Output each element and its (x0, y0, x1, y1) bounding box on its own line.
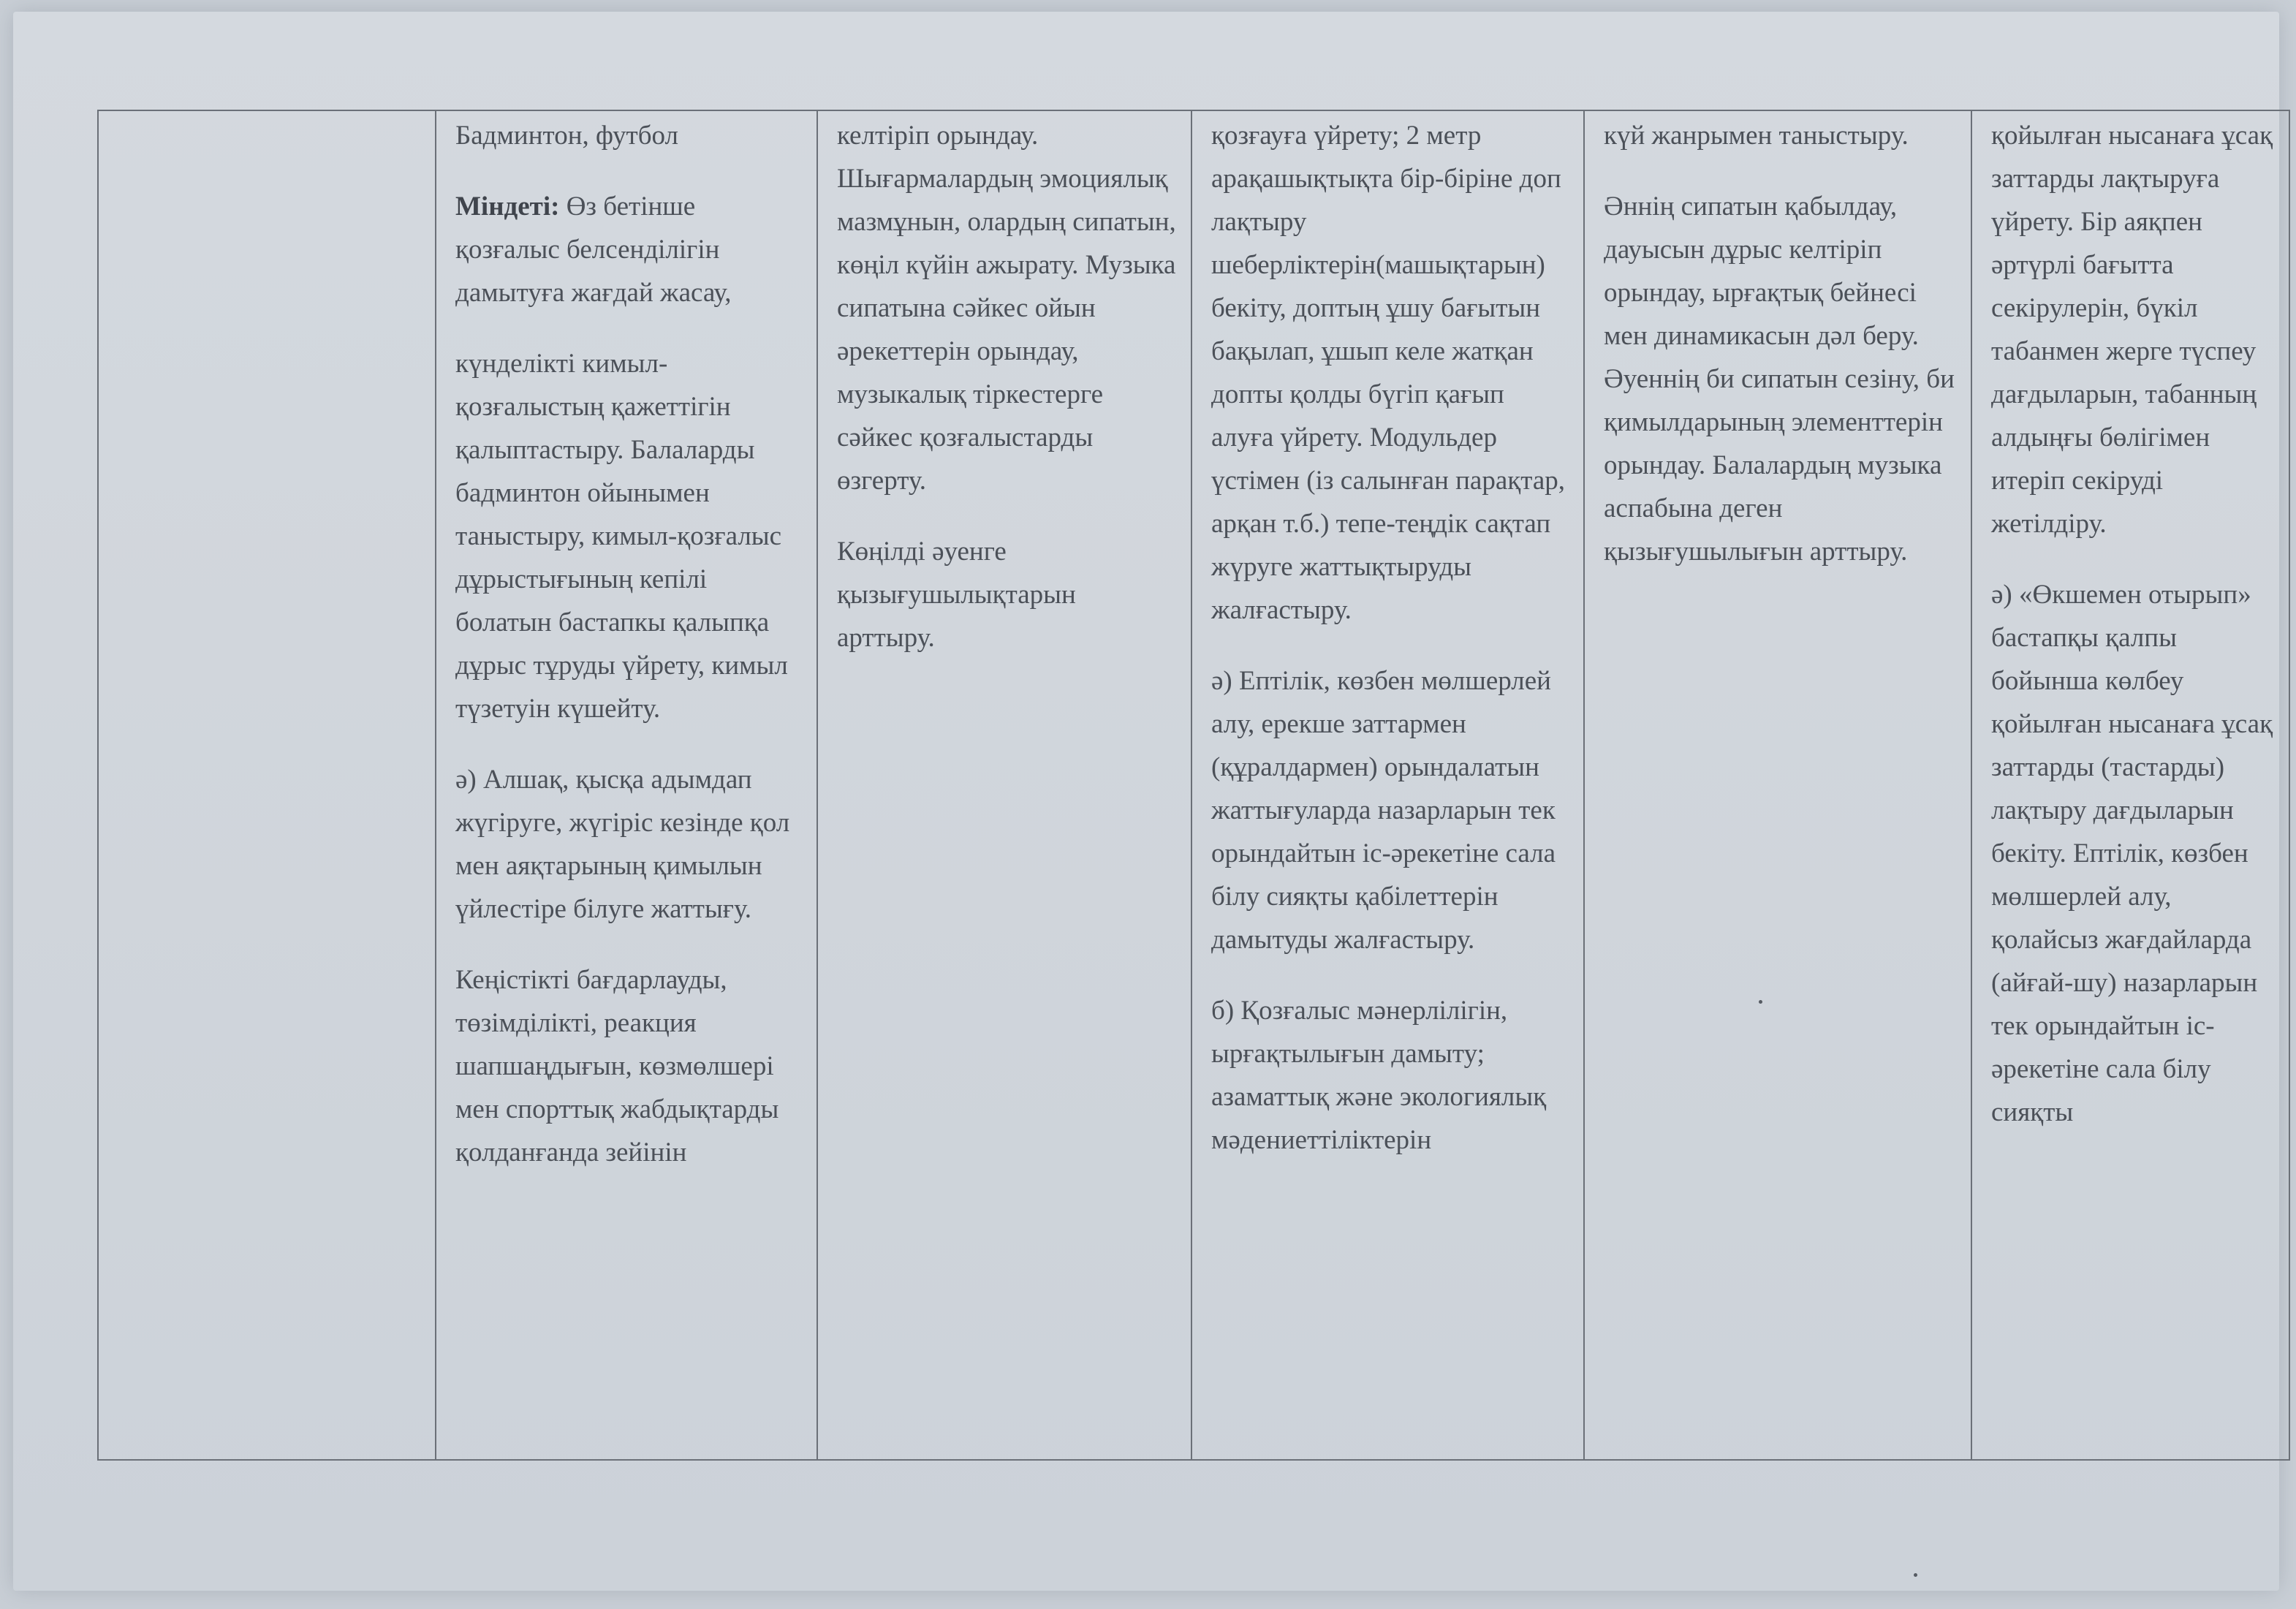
empty-label-cell (98, 110, 436, 1460)
table-row (98, 110, 2289, 1460)
cell-paragraph: қойылған нысанаға ұсақ заттарды лақтыруға үйрету. Бір аяқпен әртүрлі бағытта секірулерін, бүкіл табанмен жерге түспеу дағдыларын, табанның алдыңғы бөлігімен итеріп секіруді жетілдіру. (1991, 121, 2273, 539)
paper-speck (1914, 1573, 1917, 1577)
cell-paragraph: Бадминтон, футбол (455, 121, 679, 151)
table-cell-jumping (1971, 110, 2289, 1460)
table-cell-movement (1191, 110, 1584, 1460)
cell-paragraph: күй жанрымен таныстыру. (1604, 121, 1909, 151)
task-label: Міндеті: (455, 192, 560, 222)
cell-paragraph (455, 185, 802, 314)
table-cell-music (817, 110, 1191, 1460)
cell-paragraph: б) Қозғалыс мәнерлілігін, ырғақтылығын дамыту; азаматтық және экологиялық мәдениеттіліктерін (1211, 996, 1547, 1155)
cell-paragraph: келтіріп орындау. Шығармалардың эмоциялық мазмұнын, олардың сипатын, көңіл күйін ажырату. Музыка сипатына сәйкес ойын әрекеттерін орындау, музыкалық тіркестерге сәйкес қозғалыстарды өзгерту. (837, 121, 1176, 496)
cell-paragraph: күнделікті кимыл-қозғалыстың қажеттігін қалыптастыру. Балаларды бадминтон ойынымен таныстыру, кимыл-қозғалыс дұрыстығының кепілі болатын бастапкы қалыпқа дұрыс тұруды үйрету, кимыл түзетуін күшейту. (455, 349, 788, 724)
cell-paragraph: Көңілді әуенге қызығушылықтарын арттыру. (837, 537, 1076, 653)
table-cell-badminton (436, 110, 817, 1460)
task-text: Өз бетінше қозғалыс белсенділігін дамытуға жағдай жасау, (455, 192, 732, 308)
paper-speck (1759, 1000, 1762, 1004)
cell-paragraph: Әннің сипатын қабылдау, дауысын дұрыс келтіріп орындау, ырғақтық бейнесі мен динамикасын дәл беру. Әуеннің би сипатын сезіну, би қимылдарының элементтерін орындау. Балалардың музыка аспабына деген қызығушылығын арттыру. (1604, 192, 1955, 567)
cell-paragraph: қозғауға үйрету; 2 метр арақашықтықта бір-біріне доп лақтыру шеберліктерін(машықтарын) бекіту, доптың ұшу бағытын бақылап, ұшып келе жатқан допты қолды бүгіп қағып алуға үйрету. Модульдер үстімен (із салынған парақтар, арқан т.б.) тепе-теңдік сақтап жүруге жаттықтыруды жалғастыру. (1211, 121, 1566, 625)
cell-paragraph: Кеңістікті бағдарлауды, төзімділікті, реакция шапшаңдығын, көзмөлшері мен спорттық жабдықтарды қолданғанда зейінін (455, 965, 779, 1167)
cell-paragraph: ә) Алшақ, қысқа адымдап жүгіруге, жүгіріс кезінде қол мен аяқтарының қимылын үйлестіре білуге жаттығу. (455, 765, 790, 924)
cell-paragraph: ә) «Өкшемен отырып» бастапқы қалпы бойынша көлбеу қойылған нысанаға ұсақ заттарды (тастарды) лақтыру дағдыларын бекіту. Ептілік, көзбен мөлшерлей алу, қолайсыз жағдайларда (айғай-шу) назарларын тек орындайтын іс-әрекетіне сала білу сияқты (1991, 580, 2273, 1127)
table-cell-song (1584, 110, 1971, 1460)
lesson-plan-table (97, 110, 2290, 1461)
cell-paragraph: ә) Ептілік, көзбен мөлшерлей алу, ерекше заттармен (құралдармен) орындалатын жаттығуларда назарларын тек орындайтын іс-әрекетіне сала білу сияқты қабілеттерін дамытуды жалғастыру. (1211, 666, 1556, 955)
